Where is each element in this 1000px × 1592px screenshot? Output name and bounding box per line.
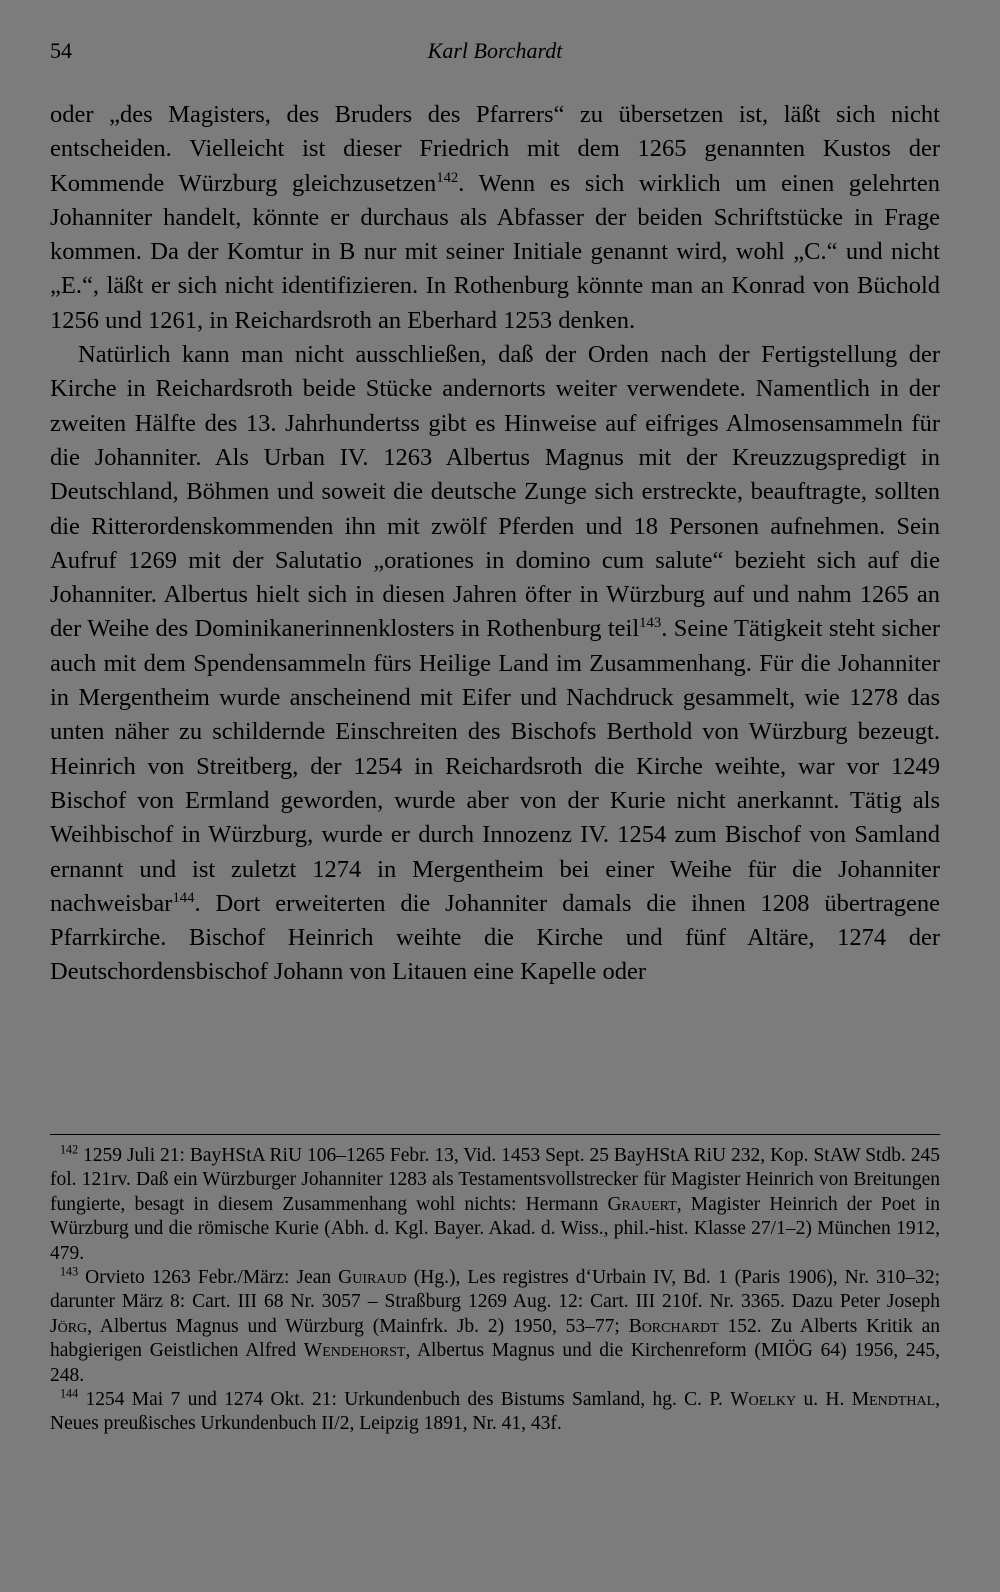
paragraph-2-text-c: . Dort erweiterten die Johanniter damals die ihnen 1208 übertragene Pfarrkirche. Bischof Heinrich weihte die Kirche und fünf Altäre, 1274 der Deutschordensbischof Johann von Litauen eine Kapelle oder (50, 889, 940, 986)
footnote-text: (Hg.), Les registres d‘Urbain IV, Bd. 1 (Paris 1906), Nr. 310–32; darunter März 8: Cart. III 68 Nr. 3057 – Straßburg 1269 Aug. 12: Cart. III 210f. Nr. 3365. Dazu Peter Joseph (50, 1267, 940, 1313)
footnote-144 (50, 1388, 940, 1437)
paragraph-2-text-b: . Seine Tätigkeit steht sicher auch mit dem Spendensammeln fürs Heilige Land im Zusammenhang. Für die Johanniter in Mergentheim wurde anscheinend mit Eifer und Nachdruck gesammelt, wie 1278 das unten näher zu schildernde Einschreiten des Bischofs Berthold von Würzburg bezeugt. Heinrich von Streitberg, der 1254 in Reichardsroth die Kirche weihte, war vor 1249 Bischof von Ermland geworden, wurde aber von der Kurie nicht anerkannt. Tätig als Weihbischof in Würzburg, wurde er durch Innozenz IV. 1254 zum Bischof von Samland ernannt und ist zuletzt 1274 in Mergentheim bei einer Weihe für die Johanniter nachweisbar (50, 615, 940, 917)
author-name: Jörg (50, 1315, 88, 1337)
footnote-142 (50, 1144, 940, 1266)
author-name: Wendehorst (303, 1340, 406, 1362)
footnote-text: 152. Zu Alberts Kritik an habgierigen Geistlichen Alfred (50, 1315, 940, 1362)
footnote-separator (50, 1134, 940, 1135)
footnote-text: 1259 Juli 21: BayHStA RiU 106–1265 Febr. 13, Vid. 1453 Sept. 25 BayHStA RiU 232, Kop. StAW Stdb. 245 fol. 121rv. Daß ein Würzburger Johanniter 1283 als Testamentsvollstrecker für Magister Heinrich von Breitungen fungierte, besagt in diesem Zusammenhang wohl nichts: Hermann (50, 1145, 940, 1215)
footnote-text: , Albertus Magnus und Würzburg (Mainfrk. Jb. 2) 1950, 53–77; (87, 1315, 629, 1337)
author-name: Woelky (730, 1389, 797, 1411)
page-header (50, 38, 940, 72)
paragraph-1-text-a: oder „des Magisters, des Bruders des Pfarrers“ zu übersetzen ist, läßt sich nicht entscheiden. Vielleicht ist dieser Friedrich mit dem 1265 genannten Kustos der Kommende Würzburg gleichzusetzen (50, 101, 940, 197)
footnote-text: , Albertus Magnus und die Kirchenreform (MIÖG 64) 1956, 245, 248. (50, 1340, 941, 1386)
footnote-ref-144: 144 (172, 889, 195, 906)
paragraph-1 (50, 98, 940, 338)
footnote-number: 144 (60, 1386, 79, 1401)
footnote-number: 143 (60, 1264, 79, 1279)
footnote-text: Orvieto 1263 Febr./März: Jean (78, 1267, 339, 1289)
footnotes (50, 1144, 940, 1437)
page-number: 54 (50, 38, 72, 63)
footnote-143 (50, 1266, 940, 1388)
footnote-ref-143: 143 (639, 615, 662, 632)
author-name: Mendthal (851, 1389, 936, 1411)
footnote-text: , Neues preußisches Urkundenbuch II/2, Leipzig 1891, Nr. 41, 43f. (50, 1389, 940, 1435)
author-name: Borchardt (628, 1315, 719, 1337)
author-name: Grauert (607, 1193, 677, 1215)
footnote-text: 1254 Mai 7 und 1274 Okt. 21: Urkundenbuch des Bistums Samland, hg. C. P. (78, 1389, 731, 1411)
footnote-ref-142: 142 (436, 169, 459, 186)
footnote-number: 142 (60, 1142, 79, 1157)
paragraph-1-text-b: . Wenn es sich wirklich um einen gelehrten Johanniter handelt, könnte er durchaus als Abfasser der beiden Schriftstücke in Frage kommen. Da der Komtur in B nur mit seiner Initiale genannt wird, wohl „C.“ und nicht „E.“, läßt er sich nicht identifizieren. In Rothenburg könnte man an Konrad von Büchold 1256 und 1261, in Reichardsroth an Eberhard 1253 denken. (50, 169, 941, 334)
author-name: Guiraud (338, 1267, 407, 1289)
paragraph-2-text-a: Natürlich kann man nicht ausschließen, daß der Orden nach der Fertigstellung der Kirche in Reichardsroth beide Stücke andernorts weiter verwendete. Namentlich in der zweiten Hälfte des 13. Jahrhundertss gibt es Hinweise auf eifriges Almosensammeln für die Johanniter. Als Urban IV. 1263 Albertus Magnus mit der Kreuzzugspredigt in Deutschland, Böhmen und soweit die deutsche Zunge sich erstreckte, beauftragte, sollten die Ritterordenskommenden ihn mit zwölf Pferden und 18 Personen aufnehmen. Sein Aufruf 1269 mit der Salutatio „orationes in domino cum salute“ bezieht sich auf die Johanniter. Albertus hielt sich in diesen Jahren öfter in Würzburg auf und nahm 1265 an der Weihe des Dominikanerinnenklosters in Rothenburg teil (50, 341, 940, 643)
footnote-text: , Magister Heinrich der Poet in Würzburg und die römische Kurie (Abh. d. Kgl. Bayer. Akad. d. Wiss., phil.-hist. Klasse 27/1–2) München 1912, 479. (50, 1193, 940, 1264)
footnote-text: u. H. (796, 1389, 852, 1411)
running-head: Karl Borchardt (427, 38, 563, 63)
paragraph-2 (50, 338, 940, 990)
main-text (50, 98, 940, 990)
